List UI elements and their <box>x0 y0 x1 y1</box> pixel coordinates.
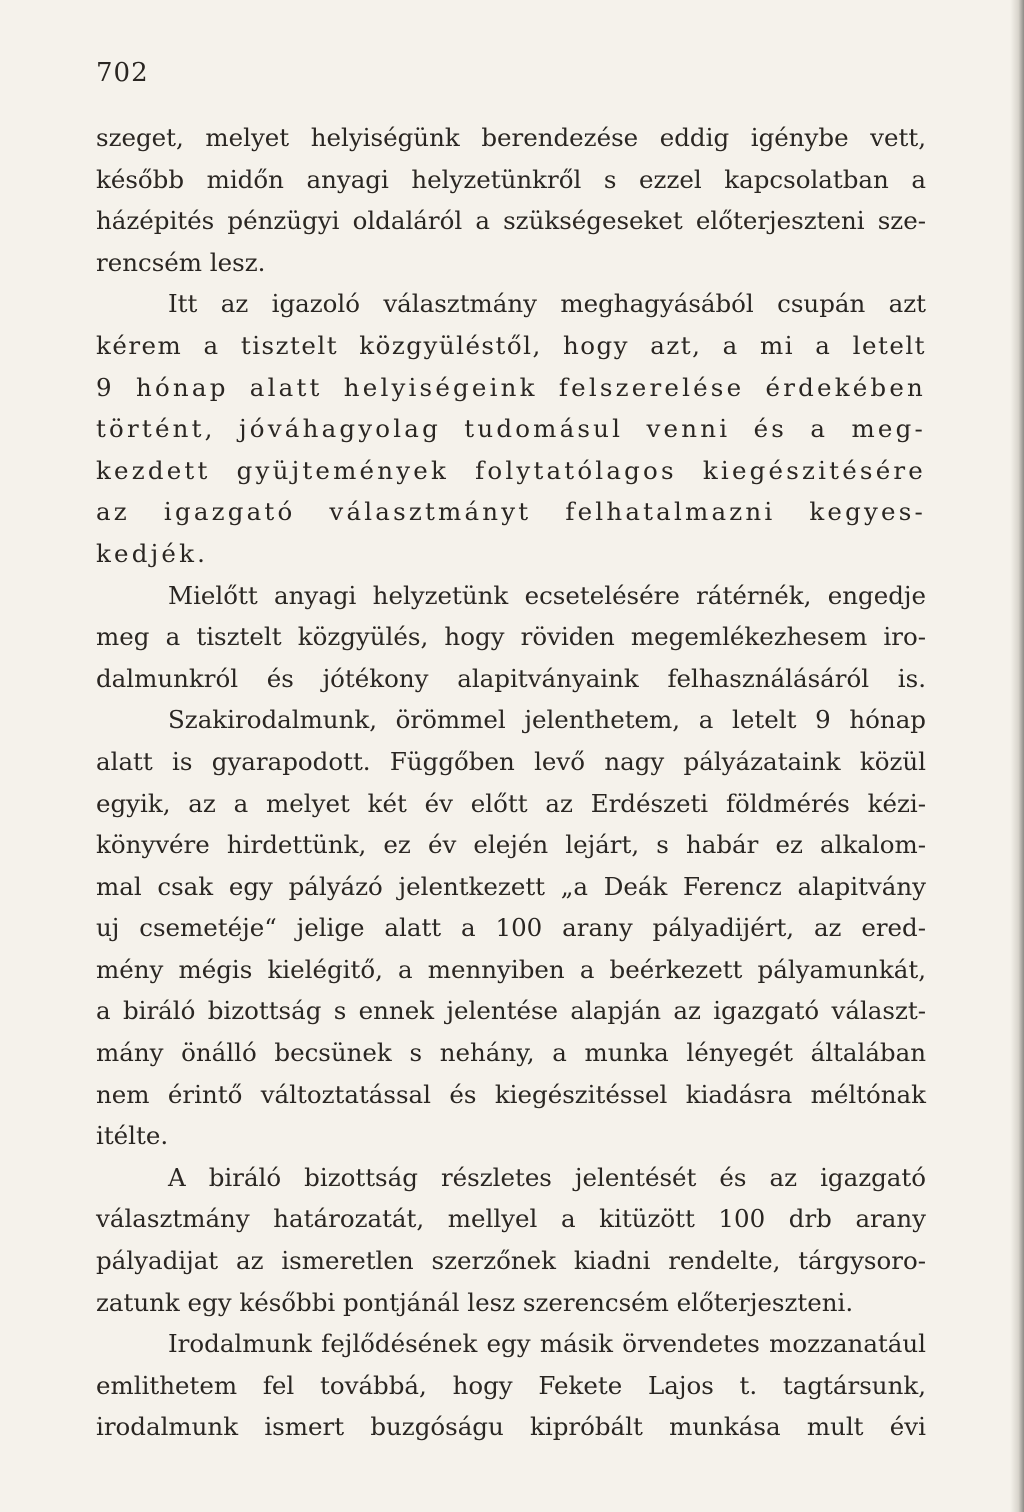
text-line: Szakirodalmunk, örömmel jelenthetem, a letelt 9 hónap <box>168 705 926 735</box>
text-line: meg a tisztelt közgyülés, hogy röviden megemlékezhesem iro- <box>96 622 926 652</box>
text-line: kedjék. <box>96 538 209 568</box>
text-line: történt, jóváhagyolag tudomásul venni és a meg- <box>96 414 926 444</box>
text-line: itélte. <box>96 1121 169 1151</box>
text-line: mány önálló becsünek s nehány, a munka lényegét általában <box>96 1038 926 1068</box>
body-text <box>96 117 926 1448</box>
text-line: kezdett gyüjtemények folytatólagos kiegészitésére <box>96 455 926 485</box>
text-line: egyik, az a melyet két év előtt az Erdészeti földmérés kézi- <box>96 788 926 818</box>
text-line: házépités pénzügyi oldaláról a szükségeseket előterjeszteni sze- <box>96 206 926 236</box>
text-line: kérem a tisztelt közgyüléstől, hogy azt, a mi a letelt <box>96 330 926 360</box>
text-line: mény mégis kielégitő, a mennyiben a beérkezett pályamunkát, <box>96 954 926 984</box>
text-line: mal csak egy pályázó jelentkezett „a Deák Ferencz alapitvány <box>96 871 926 901</box>
text-line: könyvére hirdettünk, ez év elején lejárt, s habár ez alkalom- <box>96 830 926 860</box>
text-line: szeget, melyet helyiségünk berendezése eddig igénybe vett, <box>96 123 926 152</box>
text-line: emlithetem fel továbbá, hogy Fekete Lajos t. tagtársunk, <box>96 1370 926 1400</box>
text-line: pályadijat az ismeretlen szerzőnek kiadni rendelte, tárgysoro- <box>96 1246 926 1276</box>
text-line: rencsém lesz. <box>96 247 266 277</box>
text-line: Itt az igazoló választmány meghagyásából csupán azt <box>168 289 926 319</box>
page-edge-shadow <box>1010 0 1024 1512</box>
text-line: irodalmunk ismert buzgóságu kipróbált munkása mult évi <box>96 1412 926 1442</box>
text-line: később midőn anyagi helyzetünkről s ezzel kapcsolatban a <box>96 164 926 194</box>
text-line: Mielőtt anyagi helyzetünk ecsetelésére rátérnék, engedje <box>168 580 926 610</box>
page-number: 702 <box>96 58 149 88</box>
text-line: nem érintő változtatással és kiegészitéssel kiadásra méltónak <box>96 1079 926 1109</box>
text-line: zatunk egy későbbi pontjánál lesz szerencsém előterjeszteni. <box>96 1287 854 1317</box>
text-line: A biráló bizottság részletes jelentését és az igazgató <box>168 1162 926 1192</box>
text-line: uj csemetéje“ jelige alatt a 100 arany pályadijért, az ered- <box>96 913 926 943</box>
text-line: a biráló bizottság s ennek jelentése alapján az igazgató választ- <box>96 996 926 1026</box>
text-line: az igazgató választmányt felhatalmazni kegyes- <box>96 497 926 527</box>
text-line: Irodalmunk fejlődésének egy másik örvendetes mozzanatául <box>168 1329 926 1359</box>
text-line: 9 hónap alatt helyiségeink felszerelése érdekében <box>96 372 926 402</box>
text-line: választmány határozatát, mellyel a kitüzött 100 drb arany <box>96 1204 926 1234</box>
text-line: alatt is gyarapodott. Függőben levő nagy pályázataink közül <box>96 746 926 776</box>
text-line: dalmunkról és jótékony alapitványaink felhasználásáról is. <box>96 663 926 693</box>
